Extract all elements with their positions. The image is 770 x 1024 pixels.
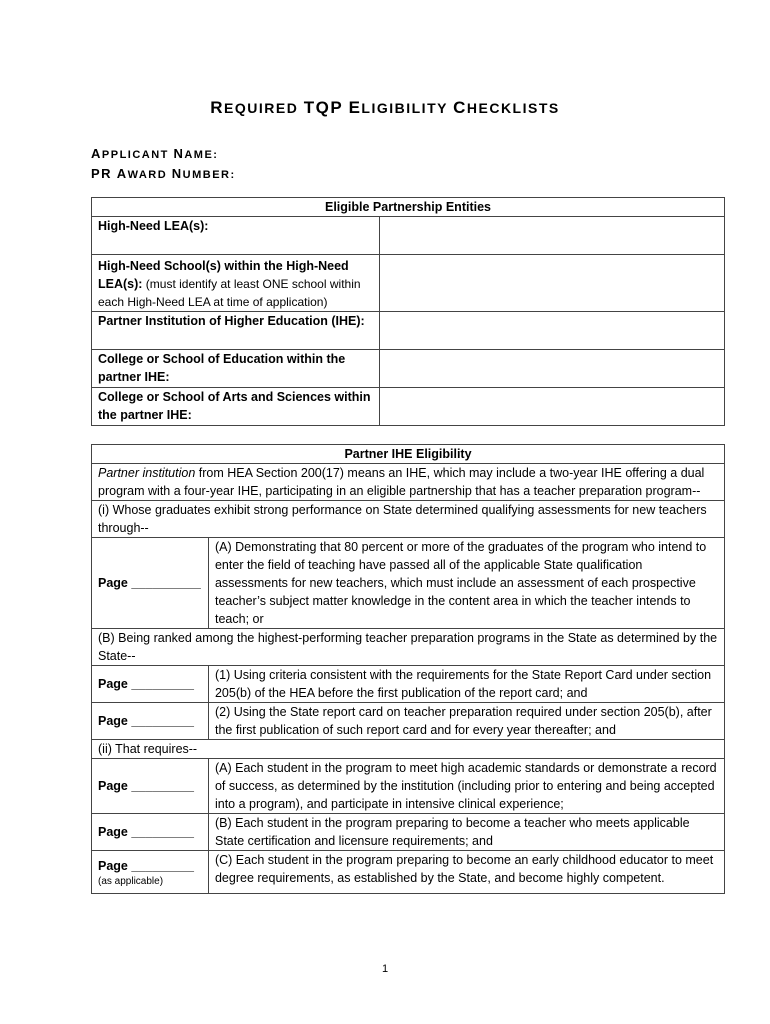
item-iib: (B) Each student in the program preparing to become a teacher who meets applicable State certification and licensure requirements; and xyxy=(208,814,724,851)
school-value[interactable] xyxy=(379,255,724,312)
item-iia: (A) Each student in the program to meet high academic standards or demonstrate a record of success, as determined by the institution (including prior to entering and being accepted into a program), and participate in intensive clinical experience; xyxy=(208,759,724,814)
item-a: (A) Demonstrating that 80 percent or more of the graduates of the program who intend to enter the field of teaching have passed all of the applicable State qualification assessments for new teachers, which must include an assessment of each prospective teacher’s subject matter knowledge in the content area in which the teacher intends to teach; or xyxy=(208,538,724,629)
page-field-b1[interactable]: Page _________ xyxy=(92,666,209,703)
ihe-intro: Partner institution from HEA Section 200(17) means an IHE, which may include a two-year IHE offering a dual program with a four-year IHE, participating in an eligible partnership that has a teacher preparation program-- xyxy=(92,464,725,501)
school-label: High-Need School(s) within the High-Need LEA(s): (must identify at least ONE school within each High-Need LEA at time of application) xyxy=(92,255,380,312)
page-number: 1 xyxy=(381,963,389,975)
page-field-a[interactable]: Page __________ xyxy=(92,538,209,629)
partnership-table xyxy=(91,197,725,426)
page-field-iia[interactable]: Page _________ xyxy=(92,759,209,814)
ihe-eligibility-table xyxy=(91,444,725,894)
partnership-header: Eligible Partnership Entities xyxy=(92,198,725,217)
item-iic: (C) Each student in the program preparing to become an early childhood educator to meet degree requirements, as established by the State, and become highly competent. xyxy=(208,851,724,894)
section-i: (i) Whose graduates exhibit strong performance on State determined qualifying assessments for new teachers through-- xyxy=(92,501,725,538)
section-ii: (ii) That requires-- xyxy=(92,740,725,759)
award-number-label: PR AWARD NUMBER: xyxy=(91,166,236,181)
ihe-header: Partner IHE Eligibility xyxy=(92,445,725,464)
lea-label: High-Need LEA(s): xyxy=(92,217,380,255)
ihe-value[interactable] xyxy=(379,312,724,350)
page-field-iib[interactable]: Page _________ xyxy=(92,814,209,851)
college-arts-value[interactable] xyxy=(379,388,724,426)
ihe-label: Partner Institution of Higher Education (IHE): xyxy=(92,312,380,350)
page-field-iic[interactable]: Page _________ (as applicable) xyxy=(92,851,209,894)
college-education-value[interactable] xyxy=(379,350,724,388)
item-b2: (2) Using the State report card on teacher preparation required under section 205(b), after the first publication of such report card and for every year thereafter; and xyxy=(208,703,724,740)
applicant-name-label: APPLICANT NAME: xyxy=(91,146,219,161)
college-arts-label: College or School of Arts and Sciences within the partner IHE: xyxy=(92,388,380,426)
item-b1: (1) Using criteria consistent with the requirements for the State Report Card under section 205(b) of the HEA before the first publication of the report card; and xyxy=(208,666,724,703)
page-field-b2[interactable]: Page _________ xyxy=(92,703,209,740)
document-title: REQUIRED TQP ELIGIBILITY CHECKLISTS xyxy=(210,98,560,117)
lea-value[interactable] xyxy=(379,217,724,255)
item-b: (B) Being ranked among the highest-performing teacher preparation programs in the State as determined by the State-- xyxy=(92,629,725,666)
college-education-label: College or School of Education within the partner IHE: xyxy=(92,350,380,388)
